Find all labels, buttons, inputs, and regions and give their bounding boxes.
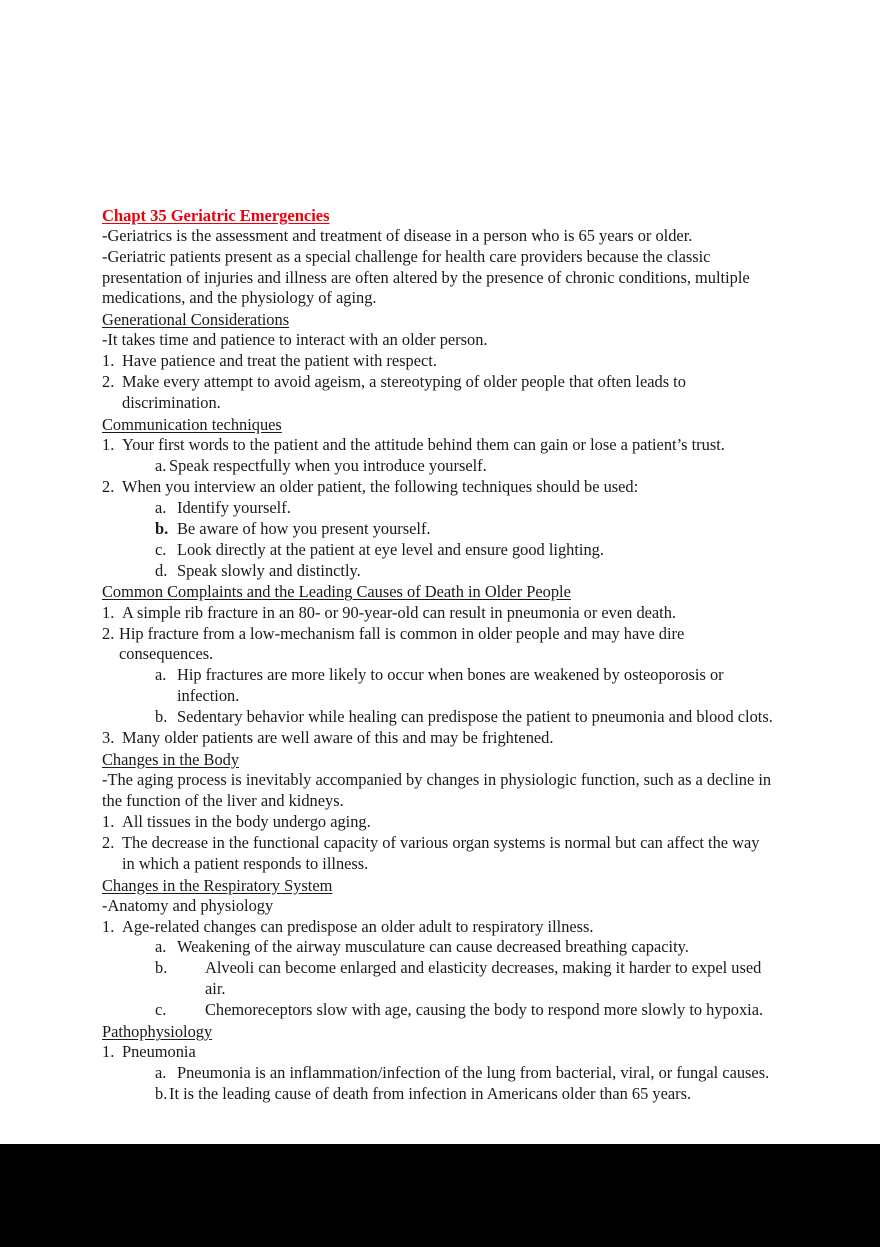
- list-marker: 2.: [102, 372, 115, 392]
- intro-paragraph: -Geriatric patients present as a special challenge for health care providers because the classic presentation of injuries and illness are often altered by the presence of chronic conditions, multiple medications, and the physiology of aging.: [102, 246, 750, 308]
- list-item-text: Be aware of how you present yourself.: [177, 518, 431, 538]
- list-marker: 2.: [102, 832, 115, 852]
- list-marker: 3.: [102, 728, 115, 748]
- list-item: [102, 1042, 776, 1063]
- list-item-text: Make every attempt to avoid ageism, a stereotyping of older people that often leads to discrimination.: [122, 372, 686, 412]
- list-marker: c.: [155, 539, 167, 559]
- list-item-text: Pneumonia is an inflammation/infection of the lung from bacterial, viral, or fungal causes.: [177, 1063, 770, 1083]
- section-heading: Changes in the Respiratory System: [102, 875, 333, 895]
- sub-list-item: [155, 665, 776, 707]
- list-item-text: Identify yourself.: [177, 497, 291, 517]
- list-item-text: Hip fractures are more likely to occur when bones are weakened by osteoporosis or infection.: [177, 665, 724, 706]
- list-item-text: Your first words to the patient and the attitude behind them can gain or lose a patient’s trust.: [122, 435, 725, 455]
- list-marker: b.: [155, 707, 168, 727]
- list-item-text: Age-related changes can predispose an older adult to respiratory illness.: [122, 916, 594, 936]
- list-marker: 2.: [102, 476, 115, 496]
- list-marker: a.: [155, 456, 167, 476]
- sub-list-item: [155, 958, 776, 1000]
- section-heading: Common Complaints and the Leading Causes of Death in Older People: [102, 582, 571, 602]
- list-item-text: Have patience and treat the patient with respect.: [122, 351, 437, 371]
- list-marker: 1.: [102, 1042, 115, 1062]
- list-item-text: When you interview an older patient, the following techniques should be used:: [122, 476, 639, 496]
- section-heading: Generational Considerations: [102, 310, 290, 330]
- list-marker: 1.: [102, 916, 115, 936]
- sub-list-item: [155, 519, 776, 540]
- intro-paragraph: -Geriatrics is the assessment and treatment of disease in a person who is 65 years or older.: [102, 226, 693, 245]
- list-item: [102, 728, 776, 749]
- list-item-text: Look directly at the patient at eye level and ensure good lighting.: [177, 539, 604, 559]
- list-marker: d.: [155, 560, 168, 580]
- list-item-text: Weakening of the airway musculature can cause decreased breathing capacity.: [177, 937, 689, 957]
- list-marker: a.: [155, 937, 167, 957]
- list-item: [102, 812, 776, 833]
- sub-list-item: [155, 1084, 776, 1105]
- list-marker: b.: [155, 518, 169, 538]
- list-item-text: Chemoreceptors slow with age, causing the body to respond more slowly to hypoxia.: [205, 1000, 764, 1020]
- list-item-text: Speak respectfully when you introduce yourself.: [169, 456, 487, 476]
- list-item-text: Alveoli can become enlarged and elasticity decreases, making it harder to expel used air.: [205, 958, 762, 999]
- list-item: [102, 624, 776, 666]
- list-item-text: It is the leading cause of death from infection in Americans older than 65 years.: [169, 1084, 692, 1104]
- list-marker: 1.: [102, 602, 115, 622]
- section-intro: -The aging process is inevitably accompanied by changes in physiologic function, such as a decline in the function of the liver and kidneys.: [102, 770, 772, 810]
- section-heading: Changes in the Body: [102, 750, 240, 769]
- sub-list-item: [155, 1063, 776, 1084]
- list-marker: b.: [155, 958, 168, 978]
- list-item-text: A simple rib fracture in an 80- or 90-year-old can result in pneumonia or even death.: [122, 602, 677, 622]
- list-marker: 2.: [102, 623, 115, 643]
- document-body: [102, 205, 776, 1105]
- list-item: [102, 833, 776, 875]
- section-intro: -It takes time and patience to interact with an older person.: [102, 330, 488, 350]
- list-item: [102, 917, 776, 938]
- list-marker: a.: [155, 665, 167, 685]
- sub-list-item: [155, 561, 776, 582]
- section-heading: Communication techniques: [102, 414, 282, 434]
- list-item: [102, 603, 776, 624]
- list-marker: a.: [155, 497, 167, 517]
- bottom-black-band: [0, 1144, 880, 1247]
- list-item-text: Many older patients are well aware of this and may be frightened.: [122, 728, 554, 748]
- list-item: [102, 477, 776, 498]
- list-item-text: Sedentary behavior while healing can predispose the patient to pneumonia and blood clots.: [177, 707, 773, 727]
- list-marker: a.: [155, 1063, 167, 1083]
- list-item-text: Speak slowly and distinctly.: [177, 560, 361, 580]
- list-item: [102, 435, 776, 456]
- list-marker: c.: [155, 1000, 167, 1020]
- list-item-text: All tissues in the body undergo aging.: [122, 811, 371, 831]
- list-item: [102, 372, 776, 414]
- list-marker: b.: [155, 1084, 168, 1104]
- section-heading: Pathophysiology: [102, 1022, 213, 1042]
- list-item-text: Pneumonia: [122, 1042, 196, 1062]
- list-item-text: Hip fracture from a low-mechanism fall is common in older people and may have dire consequences.: [119, 623, 685, 664]
- section-intro: -Anatomy and physiology: [102, 895, 274, 915]
- sub-list-item: [155, 937, 776, 958]
- sub-list-item: [155, 1000, 776, 1021]
- list-item: [102, 351, 776, 372]
- sub-list-item: [155, 498, 776, 519]
- list-marker: 1.: [102, 435, 115, 455]
- sub-list-item: [155, 456, 776, 477]
- list-item-text: The decrease in the functional capacity of various organ systems is normal but can affect the way in which a patient responds to illness.: [122, 832, 760, 873]
- list-marker: 1.: [102, 811, 115, 831]
- list-marker: 1.: [102, 351, 115, 371]
- page-title: Chapt 35 Geriatric Emergencies: [102, 206, 330, 225]
- sub-list-item: [155, 707, 776, 728]
- sub-list-item: [155, 540, 776, 561]
